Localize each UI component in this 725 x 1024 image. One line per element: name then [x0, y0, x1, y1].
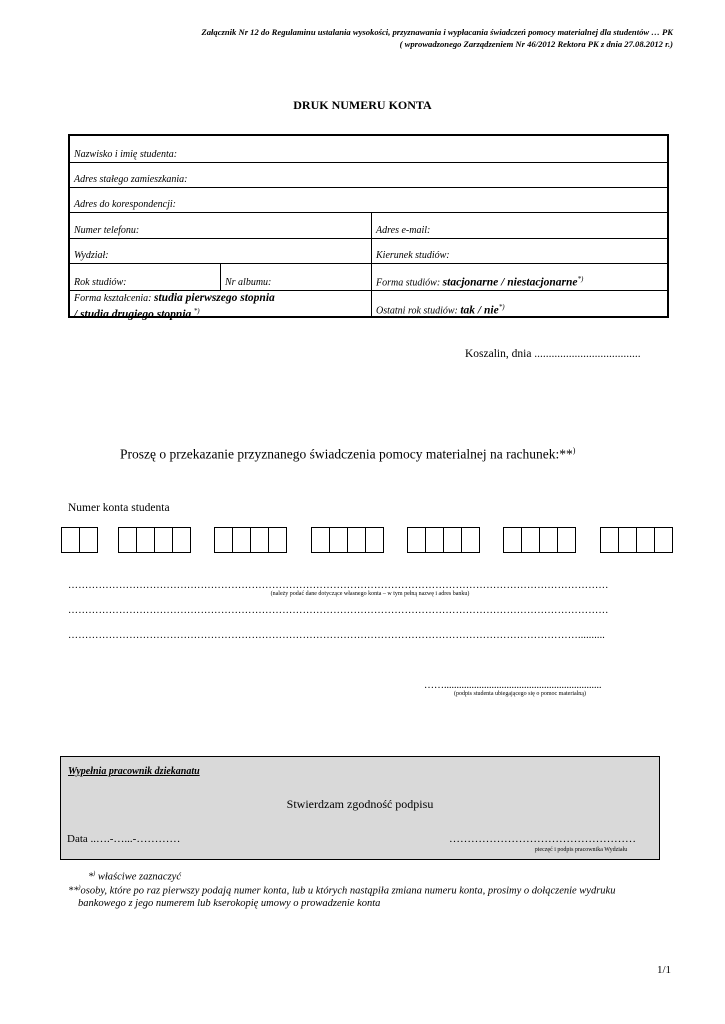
- account-digit-box[interactable]: [329, 527, 348, 553]
- education-form-field[interactable]: [70, 291, 371, 321]
- account-digit-box[interactable]: [618, 527, 637, 553]
- footnote-1-mark: *: [88, 871, 94, 883]
- account-group-1: [61, 527, 98, 553]
- account-digit-box[interactable]: [539, 527, 558, 553]
- account-group-5: [407, 527, 480, 553]
- account-digit-box[interactable]: [557, 527, 576, 553]
- student-signature-note: (podpis studenta ubiegającego się o pomoc materialną): [454, 691, 586, 697]
- study-form-options: stacjonarne / niestacjonarne: [442, 276, 578, 288]
- account-digit-box[interactable]: [600, 527, 619, 553]
- education-mark: *): [193, 307, 200, 315]
- faculty-label: Wydział:: [74, 250, 109, 261]
- account-digit-box[interactable]: [503, 527, 522, 553]
- account-digit-box[interactable]: [636, 527, 655, 553]
- account-group-7: [600, 527, 673, 553]
- row-name: [70, 136, 667, 163]
- row-address: [70, 163, 667, 188]
- account-digit-box[interactable]: [232, 527, 251, 553]
- field-of-study-field[interactable]: [371, 239, 667, 263]
- row-year: [70, 264, 667, 291]
- account-digit-box[interactable]: [154, 527, 173, 553]
- row-correspondence: [70, 188, 667, 213]
- bank-line-note: (należy podać dane dotyczące własnego konta – w tym pełną nazwę i adres banku): [270, 591, 470, 597]
- row-faculty: [70, 239, 667, 264]
- name-field[interactable]: [70, 136, 667, 162]
- account-group-6: [503, 527, 576, 553]
- name-label: Nazwisko i imię studenta:: [74, 149, 178, 160]
- account-digit-box[interactable]: [136, 527, 155, 553]
- student-data-table: [68, 134, 669, 321]
- account-digit-box[interactable]: [250, 527, 269, 553]
- bank-line-3[interactable]: ……………………………………………………………………………………………………………………………………..........: [68, 630, 605, 641]
- last-year-options: tak / nie: [460, 304, 499, 316]
- address-label: Adres stałego zamieszkania:: [74, 174, 188, 185]
- footnote-2-continued: bankowego z jego numerem lub kserokopię umowy o prowadzenie konta: [78, 898, 381, 909]
- city-date-line: Koszalin, dnia .....................................: [465, 348, 641, 360]
- account-digit-box[interactable]: [118, 527, 137, 553]
- footnote-2: [68, 885, 615, 897]
- education-line2: [74, 305, 275, 321]
- account-digit-box[interactable]: [521, 527, 540, 553]
- office-date-field[interactable]: Data ..….-…...-…………: [67, 833, 181, 845]
- account-group-4: [311, 527, 384, 553]
- account-digit-box[interactable]: [79, 527, 98, 553]
- correspondence-field[interactable]: [70, 188, 667, 212]
- account-digit-box[interactable]: [407, 527, 426, 553]
- album-label: Nr albumu:: [225, 277, 272, 288]
- footnote-2-sup: ): [78, 885, 81, 891]
- office-signature-line[interactable]: ……………………………………………: [449, 833, 636, 845]
- email-field[interactable]: [371, 213, 667, 238]
- request-sentence: Proszę o przekazanie przyznanego świadczenia pomocy materialnej na rachunek:**: [120, 446, 573, 462]
- education-options-1: studia pierwszego stopnia: [154, 292, 275, 304]
- account-group-2: [118, 527, 191, 553]
- year-label: Rok studiów:: [74, 277, 127, 288]
- document-title: DRUK NUMERU KONTA: [293, 98, 432, 112]
- study-form-text: [376, 275, 583, 288]
- row-phone-email: [70, 213, 667, 239]
- office-section-title: Wypełnia pracownik dziekanatu: [68, 766, 200, 777]
- study-form-mark: *): [577, 274, 584, 283]
- office-section: [60, 756, 660, 860]
- phone-label: Numer telefonu:: [74, 225, 140, 236]
- attachment-note-line2: ( wprowadzonego Zarządzeniem Nr 46/2012 Rektora PK z dnia 27.08.2012 r.): [399, 39, 673, 49]
- account-digit-box[interactable]: [425, 527, 444, 553]
- signature-confirmation: Stwierdzam zgodność podpisu: [286, 797, 434, 811]
- footnote-1: [88, 871, 181, 883]
- address-field[interactable]: [70, 163, 667, 187]
- last-year-label: Ostatni rok studiów:: [376, 305, 458, 316]
- office-stamp-note: pieczęć i podpis pracownika Wydziału: [534, 847, 628, 853]
- footnote-1-sup: ): [93, 871, 96, 877]
- account-digit-box[interactable]: [654, 527, 673, 553]
- account-group-3: [214, 527, 287, 553]
- year-field[interactable]: [70, 264, 220, 290]
- page-number: 1/1: [657, 964, 672, 976]
- faculty-field[interactable]: [70, 239, 371, 263]
- account-digit-box[interactable]: [365, 527, 384, 553]
- last-year-field[interactable]: [371, 291, 667, 318]
- attachment-note-line1: Załącznik Nr 12 do Regulaminu ustalania wysokości, przyznawania i wypłacania świadczeń pomocy materialnej dla studentów … PK: [201, 27, 673, 37]
- account-digit-box[interactable]: [172, 527, 191, 553]
- last-year-text: [376, 303, 505, 316]
- study-form-label: Forma studiów:: [376, 277, 441, 288]
- footnote-2-text-a: osoby, które po raz pierwszy podają numer konta, lub u których nastąpiła zmiana numeru konta, prosimy o dołączenie wydruku: [80, 885, 616, 897]
- account-digit-box[interactable]: [311, 527, 330, 553]
- bank-line-1[interactable]: ……………………………………………………………………………………………………………………………………………: [68, 580, 609, 591]
- education-label: Forma kształcenia:: [74, 293, 152, 304]
- correspondence-label: Adres do korespondencji:: [74, 199, 177, 210]
- education-options-2: / studia drugiego stopnia: [74, 308, 192, 321]
- field-of-study-label: Kierunek studiów:: [376, 250, 450, 261]
- request-text: [120, 446, 575, 463]
- education-line1: [74, 292, 275, 305]
- bank-line-2[interactable]: ……………………………………………………………………………………………………………………………………………: [68, 605, 609, 616]
- account-digit-box[interactable]: [461, 527, 480, 553]
- account-digit-box[interactable]: [268, 527, 287, 553]
- account-digit-box[interactable]: [214, 527, 233, 553]
- account-digit-box[interactable]: [443, 527, 462, 553]
- account-digit-box[interactable]: [347, 527, 366, 553]
- phone-field[interactable]: [70, 213, 371, 238]
- account-digit-box[interactable]: [61, 527, 80, 553]
- last-year-mark: *): [498, 302, 505, 311]
- account-number-label: Numer konta studenta: [68, 502, 170, 514]
- album-field[interactable]: [220, 264, 371, 290]
- request-mark: ): [572, 446, 576, 455]
- footnote-1-text: właściwe zaznaczyć: [97, 871, 181, 883]
- email-label: Adres e-mail:: [376, 225, 431, 236]
- study-form-field[interactable]: [371, 264, 667, 290]
- footnote-2-mark: **: [68, 885, 79, 897]
- row-education: [70, 291, 667, 321]
- student-signature-line[interactable]: ……...............................................................: [424, 680, 602, 691]
